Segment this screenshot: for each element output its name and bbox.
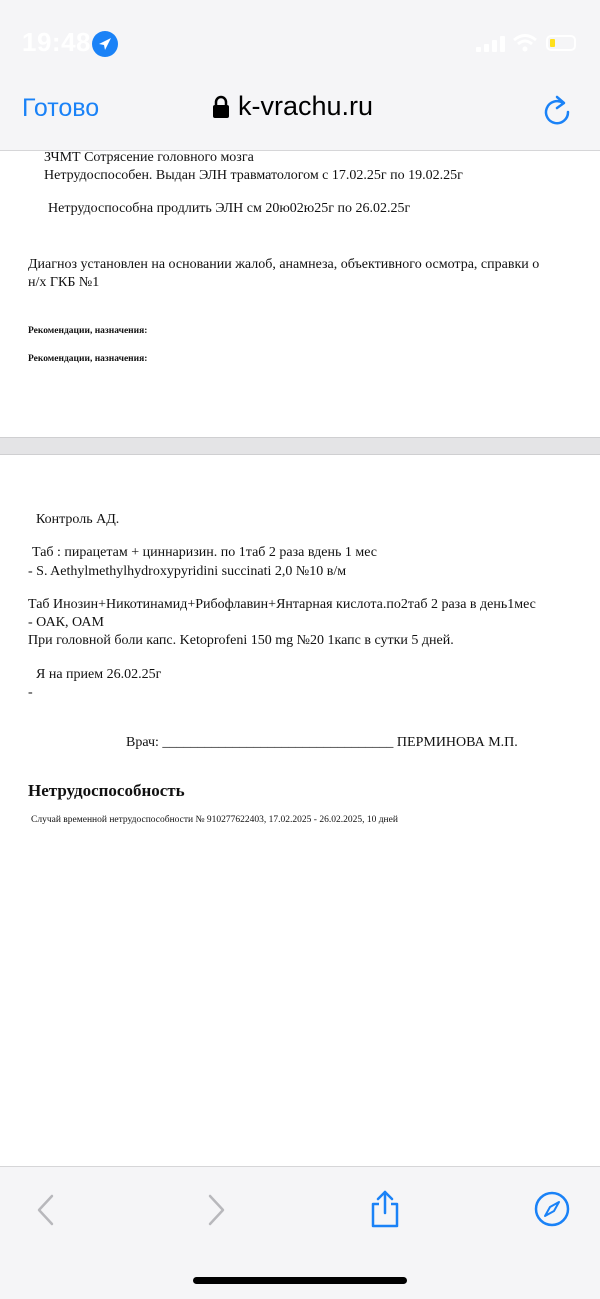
recommendation-line: Контроль АД. (36, 512, 120, 527)
sick-leave-case: Случай временной нетрудоспособности № 910277622403, 17.02.2025 - 26.02.2025, 10 дней (31, 815, 398, 825)
doctor-signature-line: Врач: _________________________________ ПЕРМИНОВА М.П. (126, 735, 518, 750)
cellular-signal-icon (476, 36, 506, 52)
reload-icon[interactable] (541, 94, 573, 133)
recommendation-line: Таб Инозин+Никотинамид+Рибофлавин+Янтарная кислота.по2таб 2 раза в день1мес (28, 597, 536, 612)
wifi-icon (512, 33, 538, 53)
share-icon[interactable] (368, 1189, 402, 1234)
home-indicator (193, 1277, 407, 1284)
recommendation-line: - ОАК, ОАМ (28, 615, 104, 630)
browser-top-bar (0, 0, 600, 151)
recommendation-line: - (28, 685, 33, 700)
lock-icon (212, 95, 230, 119)
recommendation-line: - S. Aethylmethylhydroxypyridini succinati 2,0 №10 в/м (28, 564, 347, 579)
battery-icon (546, 35, 576, 51)
extension-text: Нетрудоспособна продлить ЭЛН см 20ю02ю25г по 26.02.25г (48, 201, 411, 216)
sick-leave-text: Нетрудоспособен. Выдан ЭЛН травматологом с 17.02.25г по 19.02.25г (44, 168, 463, 183)
status-time: 19:48 (22, 27, 91, 57)
diagnosis-basis-line: Диагноз установлен на основании жалоб, анамнеза, объективного осмотра, справки о (28, 257, 540, 272)
recommendations-label: Рекомендации, назначения: (28, 354, 148, 364)
recommendation-line: При головной боли капс. Ketoprofeni 150 mg №20 1капс в сутки 5 дней. (28, 633, 454, 648)
page-separator (0, 437, 600, 455)
compass-icon[interactable] (534, 1191, 570, 1232)
recommendations-label: Рекомендации, назначения: (28, 326, 148, 336)
back-chevron-icon[interactable] (34, 1193, 58, 1232)
recommendation-line: Таб : пирацетам + циннаризин. по 1таб 2 раза вдень 1 мес (32, 545, 377, 560)
forward-chevron-icon[interactable] (204, 1193, 228, 1232)
section-title: Нетрудоспособность (28, 781, 185, 800)
location-arrow-icon (92, 31, 118, 57)
recommendation-line: Я на прием 26.02.25г (36, 667, 162, 682)
diagnosis-text: ЗЧМТ Сотрясение головного мозга (44, 150, 254, 165)
diagnosis-basis-line: н/х ГКБ №1 (28, 275, 100, 290)
done-button[interactable]: Готово (22, 94, 100, 122)
url-text: k-vrachu.ru (238, 91, 374, 121)
address-bar[interactable] (212, 91, 373, 122)
